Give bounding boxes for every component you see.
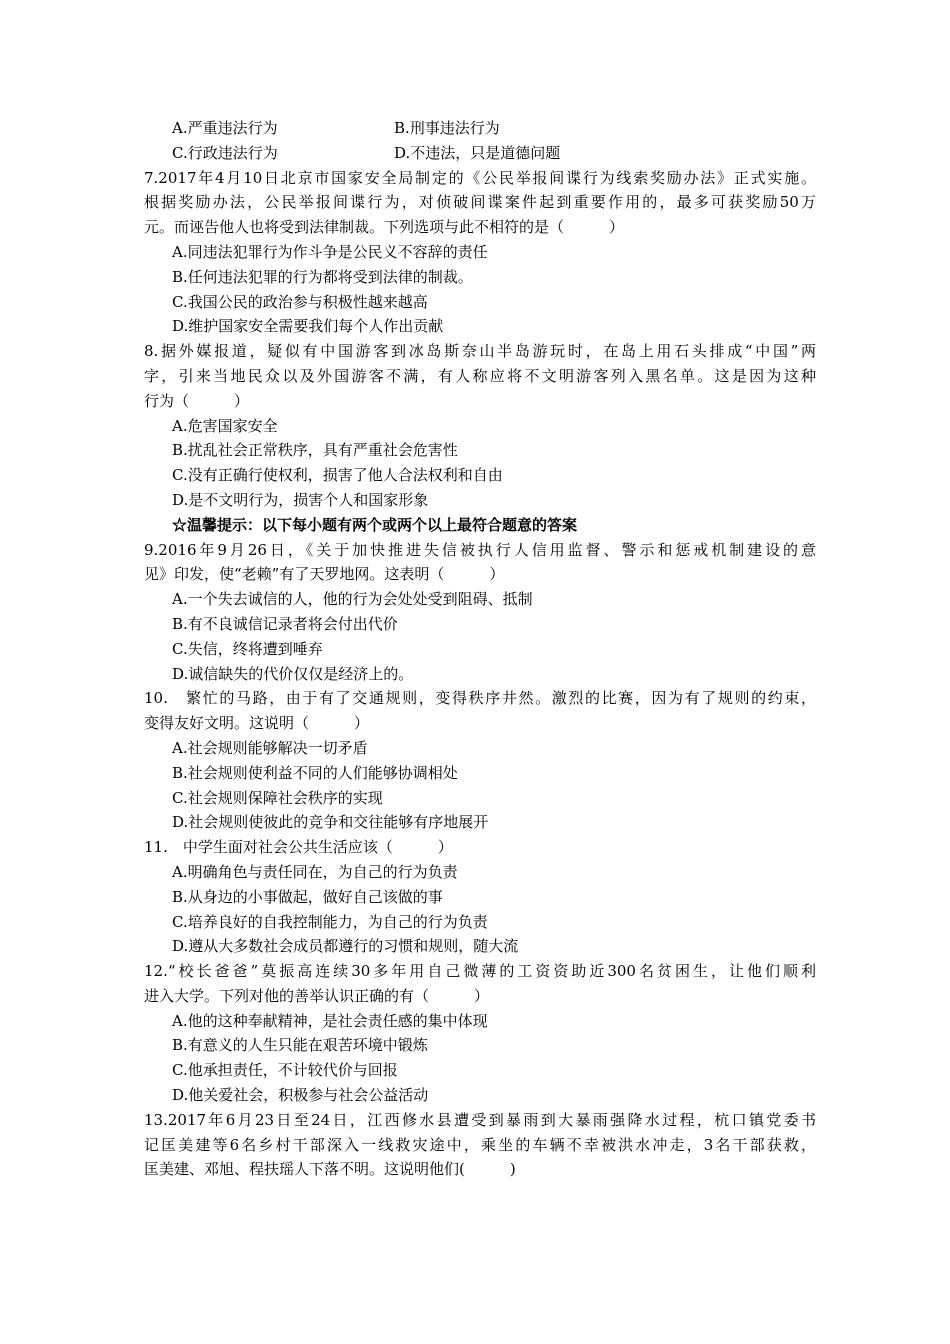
q12-option-d[interactable]: D.他关爱社会，积极参与社会公益活动 xyxy=(172,1086,429,1105)
q12-option-c[interactable]: C.他承担责任，不计较代价与回报 xyxy=(172,1061,398,1080)
q13-stem-line-3: 匡美建、邓旭、程扶瑶人下落不明。这说明他们( ) xyxy=(144,1160,516,1179)
q7-option-d[interactable]: D.维护国家安全需要我们每个人作出贡献 xyxy=(172,317,444,336)
q10-option-a[interactable]: A.社会规则能够解决一切矛盾 xyxy=(172,738,368,757)
q8-option-b[interactable]: B.扰乱社会正常秩序，具有严重社会危害性 xyxy=(172,441,458,460)
q7-option-a[interactable]: A.同违法犯罪行为作斗争是公民义不容辞的责任 xyxy=(172,242,488,261)
q12-stem-line-2: 进入大学。下列对他的善举认识正确的有（ ） xyxy=(144,986,490,1005)
q9-option-c[interactable]: C.失信，终将遭到唾弃 xyxy=(172,639,323,658)
exam-page xyxy=(144,116,816,1182)
q9-option-b[interactable]: B.有不良诚信记录者将会付出代价 xyxy=(172,614,398,633)
question-6-options-row-1 xyxy=(144,116,816,141)
q10-option-d[interactable]: D.社会规则使彼此的竞争和交往能够有序地展开 xyxy=(172,813,489,832)
q7-stem-line-3: 元。而诬告他人也将受到法律制裁。下列选项与此不相符的是（ ） xyxy=(144,218,625,237)
q10-option-b[interactable]: B.社会规则使利益不同的人们能够协调相处 xyxy=(172,763,458,782)
q9-stem-line-2: 见》印发，使“老赖”有了天罗地网。这表明（ ） xyxy=(144,565,505,584)
q11-option-d[interactable]: D.遵从大多数社会成员都遵行的习惯和规则，随大流 xyxy=(172,937,519,956)
q8-stem-line-3: 行为（ ） xyxy=(144,391,250,410)
q9-option-a[interactable]: A.一个失去诚信的人，他的行为会处处受到阻碍、抵制 xyxy=(172,590,533,609)
q6-option-d[interactable]: D.不违法，只是道德问题 xyxy=(394,143,561,162)
q11-option-a[interactable]: A.明确角色与责任同在，为自己的行为负责 xyxy=(172,862,458,881)
q13-stem-line-2: 记匡美建等6名乡村干部深入一线救灾途中，乘坐的车辆不幸被洪水冲走，3名干部获救， xyxy=(144,1135,816,1154)
q8-option-c[interactable]: C.没有正确行使权利，损害了他人合法权利和自由 xyxy=(172,466,503,485)
q7-stem-line-1: 7.2017年4月10日北京市国家安全局制定的《公民举报间谍行为线索奖励办法》正式实施。 xyxy=(144,168,816,187)
q8-option-d[interactable]: D.是不文明行为，损害个人和国家形象 xyxy=(172,490,429,509)
q13-stem-line-1: 13.2017年6月23日至24日，江西修水县遭受到暴雨到大暴雨强降水过程，杭口镇党委书 xyxy=(144,1110,816,1129)
q6-option-c[interactable]: C.行政违法行为 xyxy=(172,143,278,162)
q10-option-c[interactable]: C.社会规则保障社会秩序的实现 xyxy=(172,788,383,807)
q6-option-b[interactable]: B.刑事违法行为 xyxy=(394,119,500,137)
q8-stem-line-1: 8.据外媒报道，疑似有中国游客到冰岛斯奈山半岛游玩时，在岛上用石头排成“中国”两 xyxy=(144,342,816,361)
q10-stem-line-2: 变得友好文明。这说明（ ） xyxy=(144,714,370,733)
q11-option-c[interactable]: C.培养良好的自我控制能力，为自己的行为负责 xyxy=(172,912,488,931)
q9-option-d[interactable]: D.诚信缺失的代价仅仅是经济上的。 xyxy=(172,664,414,683)
multiple-choice-tip: ☆温馨提示：以下每小题有两个或两个以上最符合题意的答案 xyxy=(172,515,578,534)
q8-stem-line-2: 字，引来当地民众以及外国游客不满，有人称应将不文明游客列入黑名单。这是因为这种 xyxy=(144,366,816,385)
q7-stem-line-2: 根据奖励办法，公民举报间谍行为，对侦破间谍案件起到重要作用的，最多可获奖励50万 xyxy=(144,193,816,212)
q12-option-b[interactable]: B.有意义的人生只能在艰苦环境中锻炼 xyxy=(172,1036,428,1055)
q12-stem-line-1: 12.“校长爸爸”莫振高连续30多年用自己微薄的工资资助近300名贫困生，让他们顺利 xyxy=(144,962,816,981)
q9-stem-line-1: 9.2016年9月26日，《关于加快推进失信被执行人信用监督、警示和惩戒机制建设的意 xyxy=(144,540,816,559)
q7-option-b[interactable]: B.任何违法犯罪的行为都将受到法律的制裁。 xyxy=(172,267,473,286)
q7-option-c[interactable]: C.我国公民的政治参与积极性越来越高 xyxy=(172,292,428,311)
question-6-options-row-2 xyxy=(144,141,816,166)
q11-option-b[interactable]: B.从身边的小事做起，做好自己该做的事 xyxy=(172,887,443,906)
q8-option-a[interactable]: A.危害国家安全 xyxy=(172,416,278,435)
q10-stem-line-1: 10. 繁忙的马路，由于有了交通规则，变得秩序井然。激烈的比赛，因为有了规则的约束， xyxy=(144,689,816,708)
q6-option-a[interactable]: A.严重违法行为 xyxy=(172,119,278,137)
q12-option-a[interactable]: A.他的这种奉献精神，是社会责任感的集中体现 xyxy=(172,1011,488,1030)
q11-stem-line-1: 11. 中学生面对社会公共生活应该（ ） xyxy=(144,838,453,857)
